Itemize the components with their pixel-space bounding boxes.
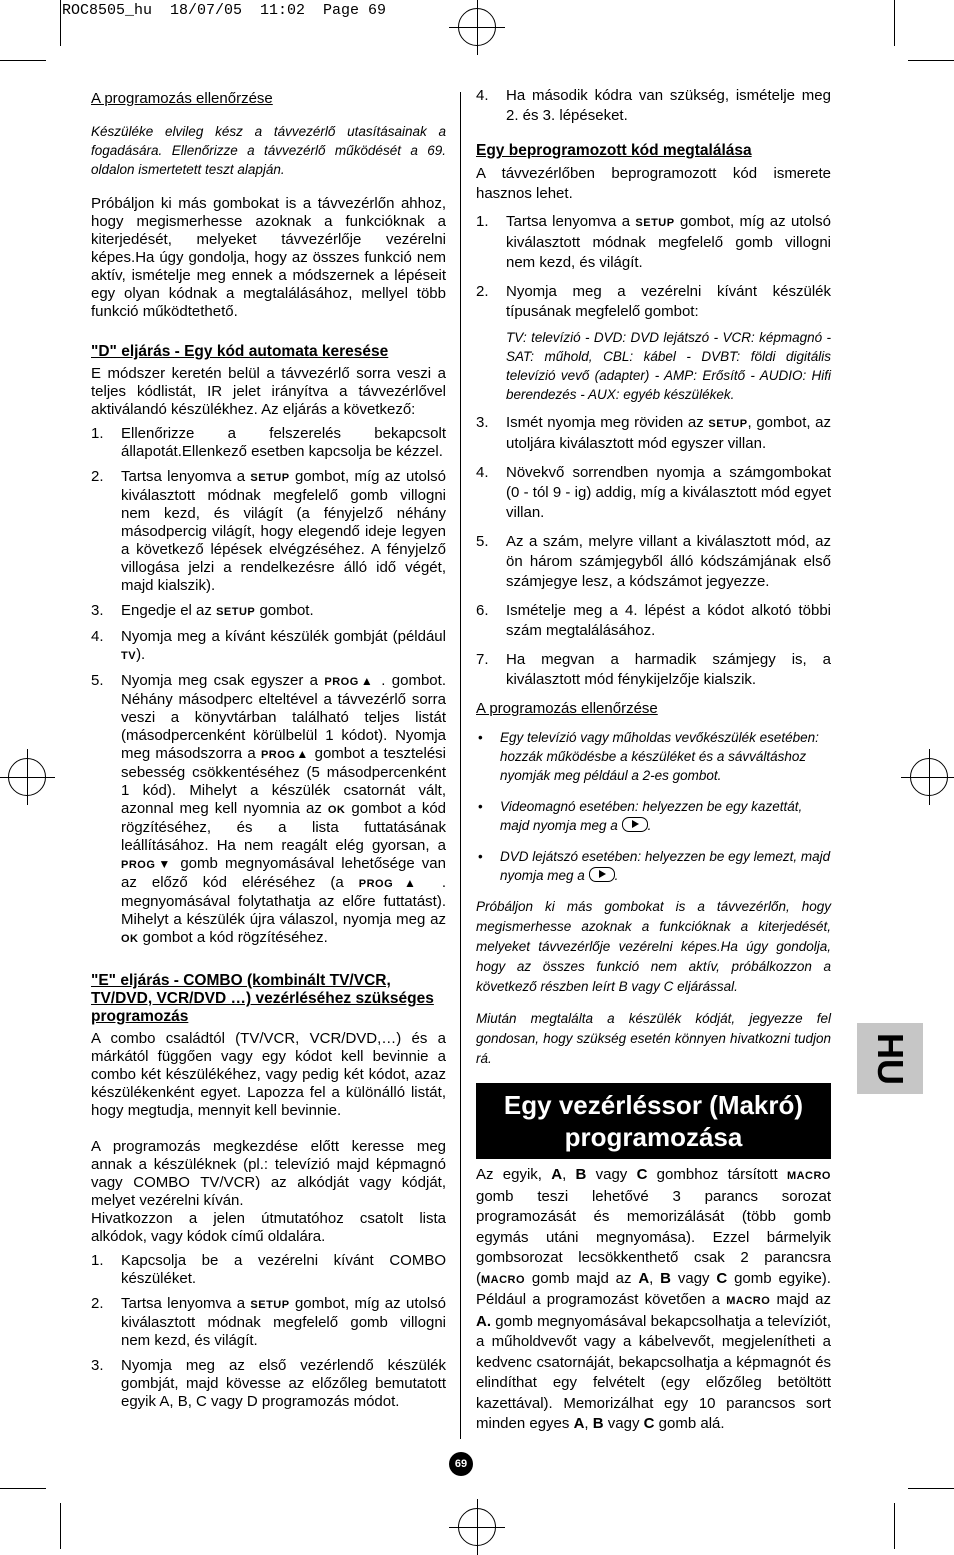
- ok-key-label: OK: [327, 804, 346, 816]
- arrow-up-icon: [393, 874, 427, 891]
- setup-key-label: SETUP: [216, 606, 256, 618]
- check-paragraph-right: Próbáljon ki más gombokat is a távvezérlőn, hogy megismerhesse azoknak a funkcióknak a kiterjedését, melyeket távvezérlője vezérelni képes.Ha úgy gondolja, hogy az összes funkció nem aktív, próbálkozzon a következő részben leírt B vagy C eljárással.: [476, 899, 831, 994]
- continued-steps: [476, 86, 831, 126]
- section-e-steps: [91, 1252, 446, 1411]
- list-item: 2. Nyomja meg a vezérelni kívánt készülék típusának megfelelő gombot: TV: televízió - DVD: DVD lejátszó - VCR: képmagnó - SAT: műhold, CBL: kábel - DVBT: földi digitális televízió vevő (adapter) - AMP: Erősítő - AUDIO: Hifi berendezés - AUX: egyéb készülékek.: [476, 283, 831, 402]
- tv-key-label: TV: [121, 650, 137, 662]
- arrow-down-icon: [155, 855, 173, 872]
- list-item: 4. Nyomja meg a kívánt készülék gombját (például TV).: [91, 628, 446, 663]
- list-item: • Egy televízió vagy műholdas vevőkészülék esetében: hozzák működésbe a készüléket és a sávváltáshoz nyomják meg például a 2-es gombot.: [478, 730, 819, 783]
- list-item: 1. Ellenőrizze a felszerelés bekapcsolt állapotát.Ellenkező esetben kapcsolja be kézzel.: [91, 425, 446, 460]
- left-column: [91, 86, 446, 1418]
- list-item: • DVD lejátszó esetében: helyezzen be egy lemezt, majd nyomja meg a .: [478, 849, 831, 883]
- find-code-intro: A távvezérlőben beprogramozott kód ismerete hasznos lehet.: [476, 165, 831, 202]
- macro-key-label: MACRO: [726, 1295, 771, 1307]
- crop-mark: [908, 1488, 954, 1489]
- print-header: ROC8505_hu 18/07/05 11:02 Page 69: [62, 2, 387, 19]
- check-title: A programozás ellenőrzése: [91, 90, 273, 107]
- registration-mark: [458, 8, 496, 46]
- list-item: 6. Ismételje meg a 4. lépést a kódot alkotó többi szám megtalálásához.: [476, 602, 831, 639]
- macro-key-label: MACRO: [481, 1273, 526, 1286]
- list-item: • Videomagnó esetében: helyezzen be egy kazettát, majd nyomja meg a .: [478, 799, 803, 833]
- macro-key-label: MACRO: [786, 1170, 831, 1182]
- section-d-intro: E módszer keretén belül a távvezérlő sorra veszi a teljes kódlistát, IR jelet irányítva a távvezérlővel aktiválandó készülékhez. Az eljárás a következő:: [91, 365, 446, 418]
- section-e-title: "E" eljárás - COMBO (kombinált TV/VCR, TV/DVD, VCR/DVD …) vezérléséhez szükséges programozás: [91, 972, 434, 1025]
- crop-mark: [894, 0, 895, 46]
- find-code-steps: [476, 212, 831, 690]
- setup-key-label: SETUP: [708, 418, 748, 430]
- prog-key-label: PROG: [324, 676, 359, 688]
- registration-mark: [910, 758, 948, 796]
- list-item: 3. Nyomja meg az első vezérlendő készülék gombját, majd kövesse az előzőleg bemutatott egyik A, B, C vagy D programozás módot.: [91, 1357, 446, 1410]
- crop-mark: [0, 1488, 46, 1489]
- registration-mark: [8, 758, 46, 796]
- crop-mark: [894, 1503, 895, 1549]
- list-item: 2. Tartsa lenyomva a SETUP gombot, míg az utolsó kiválasztott módnak megfelelő gomb villogni nem kezd, és világít (a fényjelző néhány másodpercig világít, hogy elegendő ideje legyen a következő lépések elvégzéséhez. A fényjelző villogása jelzi a rendelkezésre álló idő végét, majd kialszik).: [91, 468, 447, 594]
- section-e-para2: A programozás megkezdése előtt keresse meg annak a készüléknek (pl.: televízió majd képmagnó vagy COMBO TV/VCR) az alkódját vagy kódját, melyet vezérelni kíván.: [91, 1138, 446, 1209]
- device-type-list: TV: televízió - DVD: DVD lejátszó - VCR: képmagnó - SAT: műhold, CBL: kábel - DVBT: földi digitális televízió vevő (adapter) - AMP: Erősítő - AUDIO: Hifi berendezés - AUX: egyéb készülékek.: [506, 330, 831, 402]
- play-icon: [622, 817, 648, 832]
- prog-key-label: PROG: [121, 859, 156, 871]
- list-item: 4. Növekvő sorrendben nyomja a számgombokat (0 - tól 9 - ig) addig, míg a kiválasztott mód egyet villan.: [476, 464, 831, 521]
- find-code-title: Egy beprogramozott kód megtalálása: [476, 142, 752, 159]
- arrow-up-icon: [359, 672, 375, 689]
- crop-mark: [908, 60, 954, 61]
- language-tab: HU: [857, 1023, 923, 1094]
- crop-mark: [0, 60, 46, 61]
- prog-key-label: PROG: [260, 749, 296, 761]
- list-item: 1. Kapcsolja be a vezérelni kívánt COMBO készüléket.: [91, 1252, 446, 1287]
- page-number: 69: [449, 1452, 473, 1476]
- column-divider: [460, 92, 461, 1439]
- prog-key-label: PROG: [358, 878, 394, 890]
- crop-mark: [60, 0, 61, 46]
- check-note: Miután megtalálta a készülék kódját, jegyezze fel gondosan, hogy szükség esetén könnyen hivatkozni tudjon rá.: [476, 1011, 831, 1066]
- macro-paragraph: Az egyik, A, B vagy C gombhoz társított MACRO gomb teszi lehetővé 3 parancs sorozat programozását és memorizálását (több gomb egymás utáni megnyomása). Ezzel bármelyik gombsorozat lecsökkenthető csak 2 parancsra (MACRO gomb majd az A, B vagy C gomb egyike). Például a programozást követően a MACRO majd az A. gomb megnyomásával bekapcsolhatja a televíziót, a műholdvevőt vagy a kábelvevőt, megjelenítheti a kedvenc csatornáját, bekapcsolhatja a képmagnót és elindíthat egy felvételt (egy előzőleg betöltött kazettával). Memorizálhat egy 10 parancsos sort minden egyes A, B vagy C gomb alá.: [476, 1166, 832, 1432]
- right-column: [476, 86, 831, 1447]
- list-item: 7. Ha megvan a harmadik számjegy is, a kiválasztott mód fénykijelzője kialszik.: [476, 651, 831, 688]
- list-item: 5. Az a szám, melyre villant a kiválasztott mód, az ön három számjegyből álló kódszámjának első számjegye lesz, a kódszámot jegyezze.: [476, 533, 831, 590]
- section-d-steps: [91, 425, 446, 948]
- play-icon: [589, 867, 615, 882]
- macro-section-title: Egy vezérléssor (Makró) programozása: [476, 1083, 831, 1159]
- list-item: 3. Engedje el az SETUP gombot.: [91, 602, 314, 619]
- check-bullets: [476, 728, 831, 885]
- arrow-up-icon: [295, 745, 309, 762]
- section-e-para1: A combo családtól (TV/VCR, VCR/DVD,…) és a márkától függően vagy egy kódot kell bevinnie a combo két készülékéhez, vagy pedig két kódot, azaz készülékenként egyet. Lapozza fel a különálló listát, hogy megtudja, mennyit kell bevinnie.: [91, 1030, 446, 1119]
- registration-mark: [458, 1508, 496, 1546]
- list-item: 4. Ha második kódra van szükség, ismételje meg 2. és 3. lépéseket.: [476, 87, 831, 124]
- setup-key-label: SETUP: [635, 217, 675, 229]
- section-d-title: "D" eljárás - Egy kód automata keresése: [91, 343, 389, 360]
- check-title-right: A programozás ellenőrzése: [476, 700, 658, 717]
- list-item: 2. Tartsa lenyomva a SETUP gombot, míg az utolsó kiválasztott módnak megfelelő gomb villogni nem kezd, és világít.: [91, 1295, 447, 1349]
- crop-mark: [60, 1503, 61, 1549]
- setup-key-label: SETUP: [250, 472, 290, 484]
- list-item: 5. Nyomja meg csak egyszer a PROG ▲ . gombot. Néhány másodperc elteltével a távvezérlő sorra veszi a könyvtárban található teljes listát (másodpercenként körülbelül 1 kódot). Nyomja meg másodszorra a PROG ▲ gombot a tesztelési sebesség csökkentéséhez (5 másodpercenként 1 kód). Mihelyt a készülék csatornát vált, azonnal meg kell nyomnia az OK gombot a kód rögzítéséhez, és a lista futtatásának leállításához. Ha nem reagált elég gyorsan, a PROG ▼ gomb megnyomásával lehetősége van az előző kód eléréséhez (a PROG ▲ . megnyomásával folytathatja az előre futtatást). Mihelyt a készülék újra válaszol, nyomja meg az OK gombot a kód rögzítéséhez.: [91, 672, 446, 948]
- list-item: 3. Ismét nyomja meg röviden az SETUP, gombot, az utoljára kiválasztott mód egyszer villan.: [476, 414, 831, 452]
- check-paragraph: Próbáljon ki más gombokat is a távvezérlőn ahhoz, hogy megismerhesse azoknak a funkcióknak a kiterjedését, melyeket távvezérlője vezérelni képes.Ha úgy gondolja, hogy az összes funkció nem aktív, ismételje meg ennek a módszernek a lépéseit egy olyan kódnak a megtalálásához, mellyel több funkció működtethető.: [91, 195, 446, 320]
- setup-key-label: SETUP: [250, 1299, 290, 1311]
- ok-key-label: OK: [121, 933, 139, 945]
- section-e-para3: Hivatkozzon a jelen útmutatóhoz csatolt lista alkódok, vagy kódok című oldalára.: [91, 1210, 446, 1245]
- check-italic: Készüléke elvileg kész a távvezérlő utasításainak a fogadására. Ellenőrizze a távvezérlő működését a 69. oldalon ismertetett teszt alapján.: [91, 124, 446, 177]
- list-item: 1. Tartsa lenyomva a SETUP gombot, míg az utolsó kiválasztott módnak megfelelő gomb villogni nem kezd, és világít.: [476, 213, 832, 271]
